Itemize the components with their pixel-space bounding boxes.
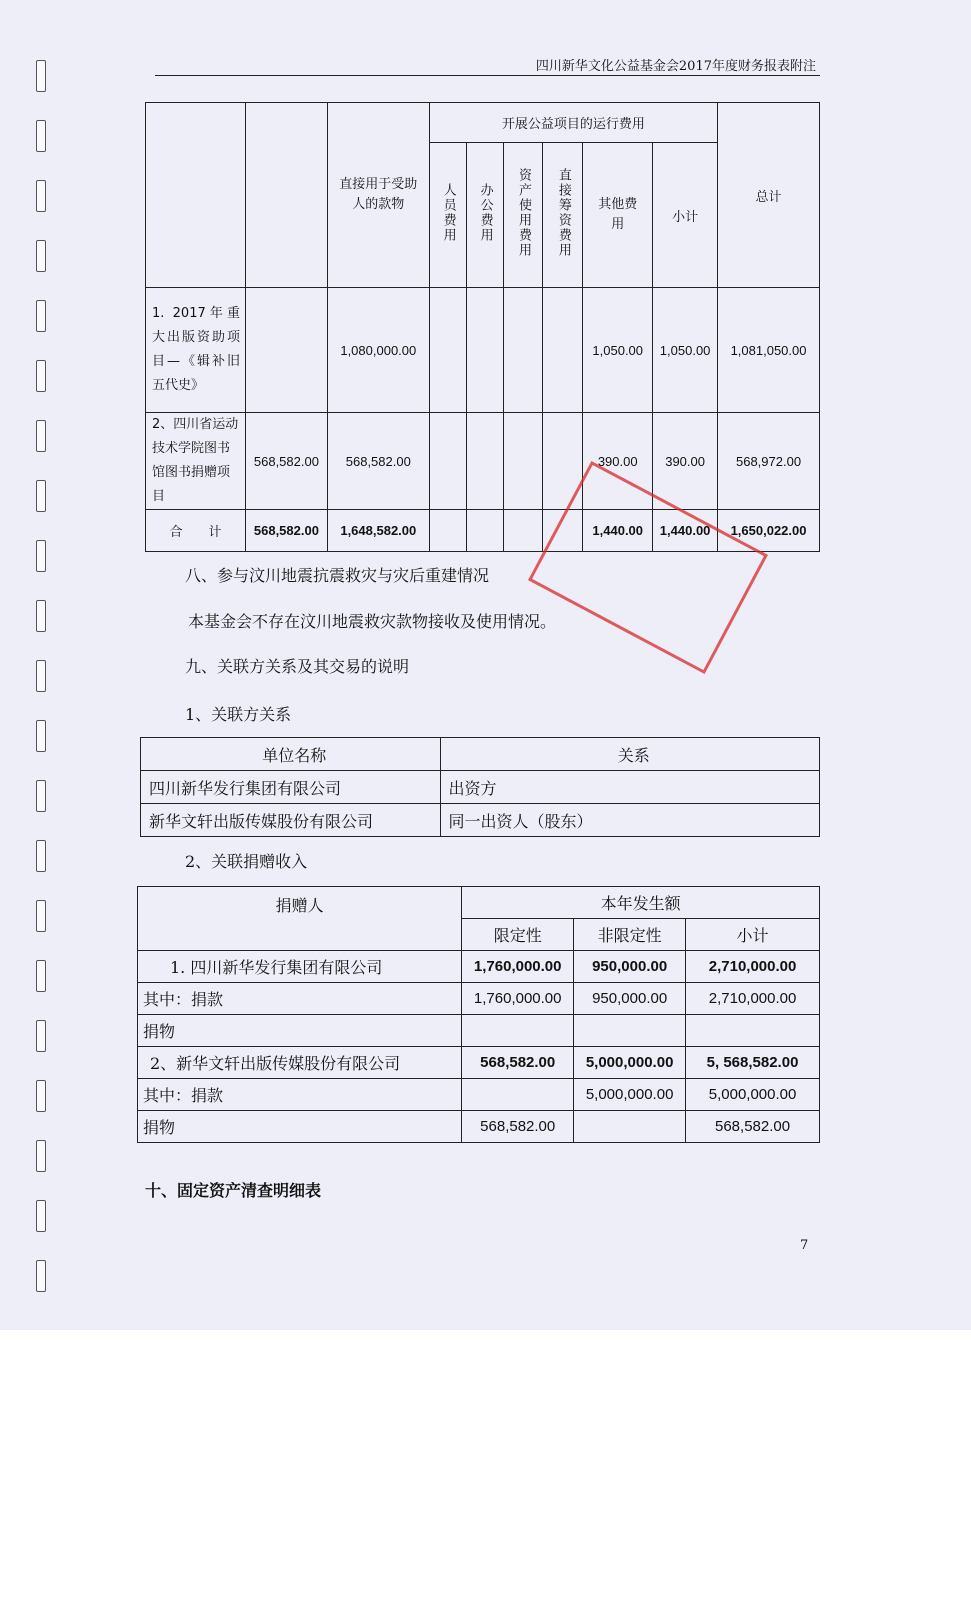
header-subtotal: 小计 [686, 919, 820, 951]
header-unit-name: 单位名称 [141, 738, 441, 771]
cell-empty [543, 288, 583, 413]
binding-hole [36, 540, 46, 572]
binding-hole [36, 1080, 46, 1112]
binding-hole [36, 420, 46, 452]
header-restricted: 限定性 [462, 919, 574, 951]
cell-subtotal: 568,582.00 [686, 1111, 820, 1143]
cell-restricted: 1,760,000.00 [462, 983, 574, 1015]
table-row [138, 983, 820, 1015]
section-8-body: 本基金会不存在汶川地震救灾款物接收及使用情况。 [188, 612, 557, 631]
binding-hole [36, 600, 46, 632]
header-asset-use: 资产使用费用 [503, 143, 543, 288]
table-row [141, 771, 820, 804]
relation: 同一出资人（股东） [440, 804, 819, 837]
row-label: 2、四川省运动技术学院图书馆图书捐赠项目 [146, 413, 246, 510]
table-row [138, 1015, 820, 1047]
header-relation: 关系 [440, 738, 819, 771]
cell-empty [429, 413, 466, 510]
cell-empty [466, 413, 503, 510]
binding-holes [30, 40, 60, 1330]
cell-empty [503, 413, 543, 510]
cell-restricted: 1,760,000.00 [462, 951, 574, 983]
cell-value: 568,582.00 [245, 413, 327, 510]
cell-unrestricted: 950,000.00 [574, 983, 686, 1015]
project-expense-table [145, 102, 820, 552]
cell-subtotal: 2,710,000.00 [686, 951, 820, 983]
unit-name: 四川新华发行集团有限公司 [141, 771, 441, 804]
cell-unrestricted: 5,000,000.00 [574, 1047, 686, 1079]
cell-empty [503, 510, 543, 552]
cell-restricted: 568,582.00 [462, 1111, 574, 1143]
donor-name: 2、新华文轩出版传媒股份有限公司 [138, 1047, 462, 1079]
header-year-amount: 本年发生额 [462, 887, 820, 919]
binding-hole [36, 720, 46, 752]
cell-other: 390.00 [583, 413, 653, 510]
cell-total: 1,081,050.00 [718, 288, 820, 413]
row-label: 合 计 [146, 510, 246, 552]
table-row [138, 1111, 820, 1143]
cell-empty [466, 510, 503, 552]
donor-name: 捐物 [138, 1111, 462, 1143]
cell-unrestricted [574, 1111, 686, 1143]
cell-value [245, 288, 327, 413]
donor-name: 1. 四川新华发行集团有限公司 [138, 951, 462, 983]
cell-subtotal [686, 1015, 820, 1047]
binding-hole [36, 60, 46, 92]
donor-name: 其中：捐款 [138, 983, 462, 1015]
page-header-title: 四川新华文化公益基金会2017年度财务报表附注 [535, 59, 816, 74]
cell-subtotal: 390.00 [653, 413, 718, 510]
table-row [146, 413, 820, 510]
cell-other: 1,050.00 [583, 288, 653, 413]
cell-subtotal: 5,000,000.00 [686, 1079, 820, 1111]
cell-value: 568,582.00 [245, 510, 327, 552]
binding-hole [36, 120, 46, 152]
binding-hole [36, 1260, 46, 1292]
cell-total: 1,650,022.00 [718, 510, 820, 552]
cell-total: 568,972.00 [718, 413, 820, 510]
relation: 出资方 [440, 771, 819, 804]
binding-hole [36, 900, 46, 932]
cell-empty [503, 288, 543, 413]
header-donor: 捐赠人 [138, 887, 462, 951]
donor-name: 捐物 [138, 1015, 462, 1047]
cell-subtotal: 5, 568,582.00 [686, 1047, 820, 1079]
binding-hole [36, 1020, 46, 1052]
unit-name: 新华文轩出版传媒股份有限公司 [141, 804, 441, 837]
cell-restricted [462, 1079, 574, 1111]
table-row [146, 288, 820, 413]
header-operating-costs: 开展公益项目的运行费用 [429, 103, 717, 143]
binding-hole [36, 180, 46, 212]
binding-hole [36, 360, 46, 392]
cell-restricted [462, 1015, 574, 1047]
cell-subtotal: 1,440.00 [653, 510, 718, 552]
header-fundraising: 直接筹资费用 [543, 143, 583, 288]
related-donation-table [137, 886, 820, 1143]
table-row [138, 1047, 820, 1079]
section-9-sub2: 2、关联捐赠收入 [185, 852, 308, 871]
cell-direct: 1,648,582.00 [327, 510, 429, 552]
row-label: 1. 2017年重大出版资助项目—《辑补旧五代史》 [146, 288, 246, 413]
header-unrestricted: 非限定性 [574, 919, 686, 951]
cell-direct: 1,080,000.00 [327, 288, 429, 413]
binding-hole [36, 660, 46, 692]
cell-unrestricted [574, 1015, 686, 1047]
binding-hole [36, 1200, 46, 1232]
binding-hole [36, 1140, 46, 1172]
binding-hole [36, 960, 46, 992]
cell-direct: 568,582.00 [327, 413, 429, 510]
header-other: 其他费用 [583, 143, 653, 288]
cell-unrestricted: 5,000,000.00 [574, 1079, 686, 1111]
section-9-title: 九、关联方关系及其交易的说明 [185, 657, 410, 676]
header-personnel: 人员费用 [429, 143, 466, 288]
table-row [138, 951, 820, 983]
table-row [138, 1079, 820, 1111]
cell-subtotal: 1,050.00 [653, 288, 718, 413]
binding-hole [36, 840, 46, 872]
header-office: 办公费用 [466, 143, 503, 288]
donor-name: 其中：捐款 [138, 1079, 462, 1111]
binding-hole [36, 240, 46, 272]
binding-hole [36, 780, 46, 812]
cell-restricted: 568,582.00 [462, 1047, 574, 1079]
cell-subtotal: 2,710,000.00 [686, 983, 820, 1015]
section-10-title: 十、固定资产清查明细表 [145, 1181, 322, 1200]
section-9-sub1: 1、关联方关系 [185, 705, 292, 724]
header-direct-aid: 直接用于受助人的款物 [327, 103, 429, 288]
header-subtotal: 小计 [653, 143, 718, 288]
header-rule [155, 75, 820, 76]
related-party-table [140, 737, 820, 837]
blank-margin [0, 1330, 971, 1600]
binding-hole [36, 300, 46, 332]
page-number: 7 [800, 1238, 809, 1253]
cell-empty [429, 510, 466, 552]
header-blank-cell [146, 103, 246, 288]
header-total: 总计 [718, 103, 820, 288]
cell-empty [429, 288, 466, 413]
cell-empty [466, 288, 503, 413]
section-8-title: 八、参与汶川地震抗震救灾与灾后重建情况 [185, 566, 490, 585]
table-row [141, 804, 820, 837]
cell-unrestricted: 950,000.00 [574, 951, 686, 983]
header-blank-cell [245, 103, 327, 288]
cell-other: 1,440.00 [583, 510, 653, 552]
binding-hole [36, 480, 46, 512]
